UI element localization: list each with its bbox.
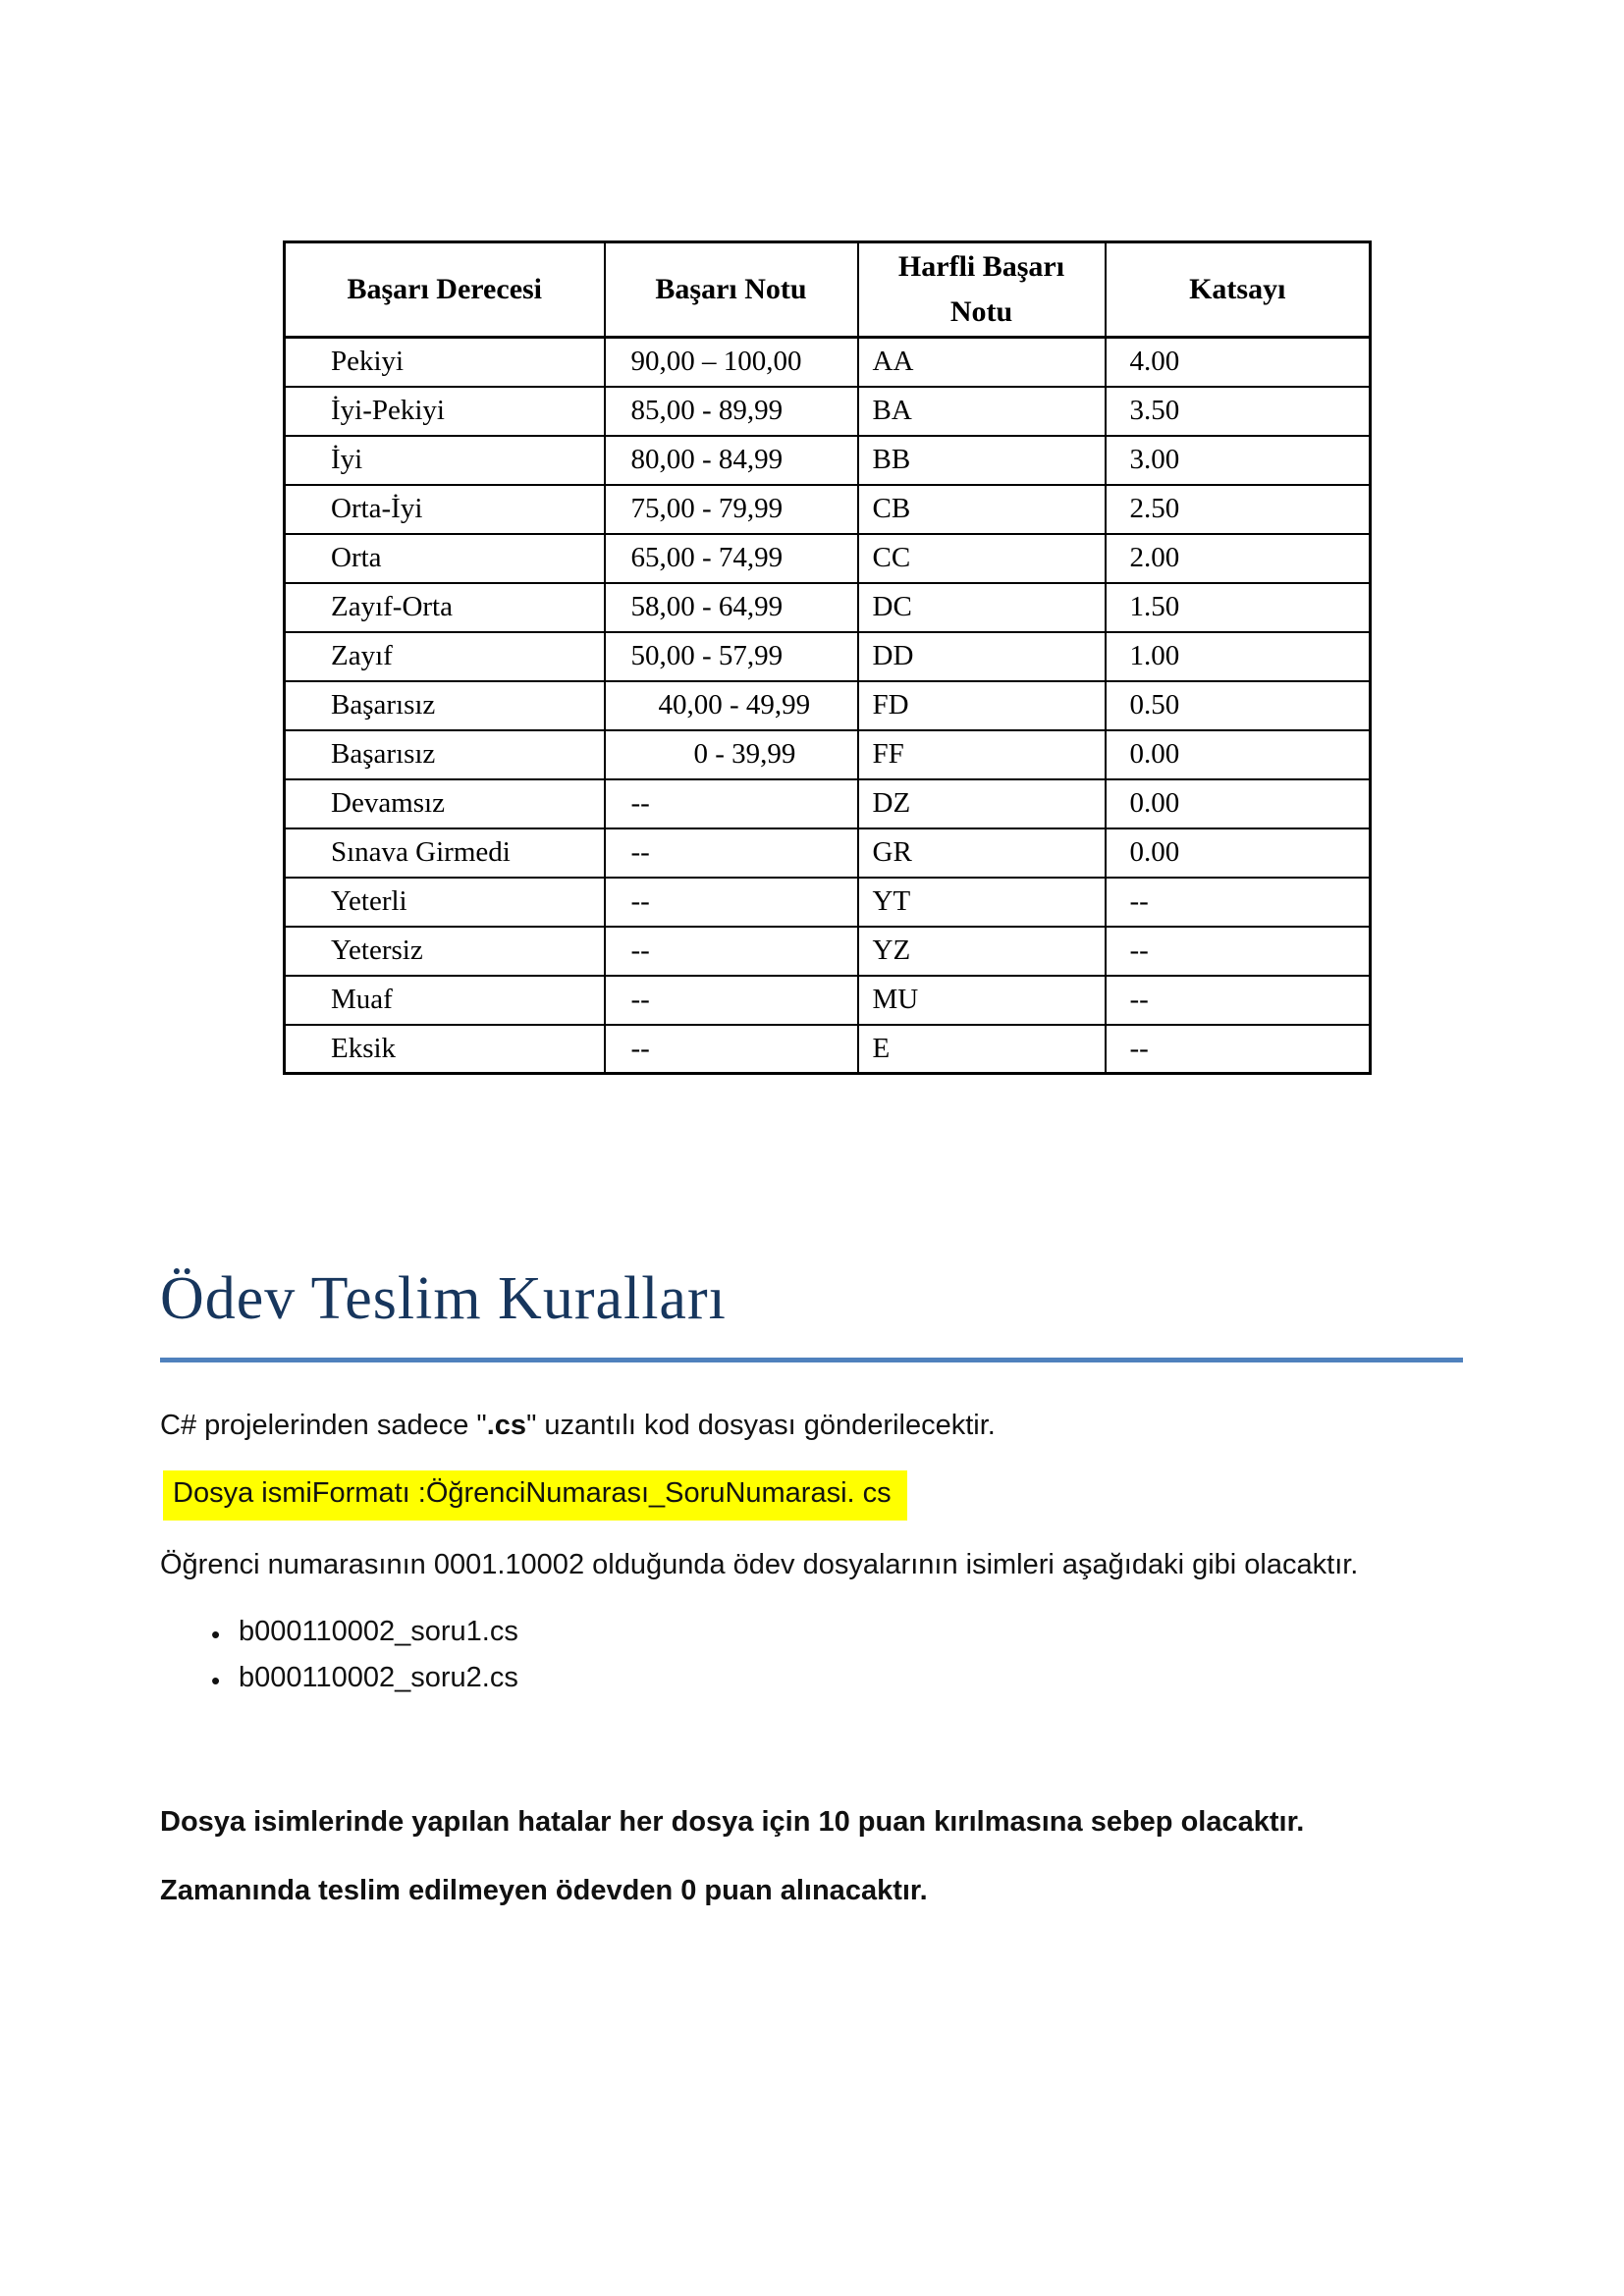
grade-cell: FD	[858, 681, 1106, 730]
grade-cell: Devamsız	[285, 779, 605, 828]
grade-cell: 40,00 - 49,99	[605, 681, 858, 730]
grade-cell: MU	[858, 976, 1106, 1025]
grade-cell: CC	[858, 534, 1106, 583]
grade-cell: 1.00	[1106, 632, 1371, 681]
grade-cell: Başarısız	[285, 681, 605, 730]
header-basari-notu: Başarı Notu	[605, 242, 858, 338]
grade-cell: 2.00	[1106, 534, 1371, 583]
grade-cell: DD	[858, 632, 1106, 681]
table-row	[285, 534, 1371, 583]
grade-cell: 2.50	[1106, 485, 1371, 534]
grade-table-header-row	[285, 242, 1371, 338]
grade-cell: --	[1106, 1025, 1371, 1074]
grade-cell: DZ	[858, 779, 1106, 828]
grade-cell: Muaf	[285, 976, 605, 1025]
table-row	[285, 976, 1371, 1025]
grade-cell: İyi-Pekiyi	[285, 387, 605, 436]
warning-late-submission: Zamanında teslim edilmeyen ödevden 0 puan alınacaktır.	[160, 1875, 928, 1906]
grade-cell: Pekiyi	[285, 338, 605, 387]
grade-cell: 75,00 - 79,99	[605, 485, 858, 534]
list-item	[211, 1616, 518, 1649]
header-katsayi: Katsayı	[1106, 242, 1371, 338]
grade-cell: --	[1106, 878, 1371, 927]
grade-cell: 90,00 – 100,00	[605, 338, 858, 387]
table-row	[285, 878, 1371, 927]
grade-cell: GR	[858, 828, 1106, 878]
table-row	[285, 730, 1371, 779]
grade-cell: 0 - 39,99	[605, 730, 858, 779]
grade-cell: --	[605, 1025, 858, 1074]
table-row	[285, 583, 1371, 632]
cs-rule-bold-extension: .cs	[486, 1410, 527, 1441]
grade-table-body	[285, 338, 1371, 1074]
grade-cell: 4.00	[1106, 338, 1371, 387]
table-row	[285, 1025, 1371, 1074]
table-row	[285, 927, 1371, 976]
grade-table	[283, 240, 1372, 1075]
file-example-list	[211, 1618, 518, 1710]
bullet-icon: •	[211, 1620, 221, 1649]
grade-cell: --	[605, 878, 858, 927]
warning-filename-errors: Dosya isimlerinde yapılan hatalar her dosya için 10 puan kırılmasına sebep olacaktır.	[160, 1806, 1305, 1838]
page-title: Ödev Teslim Kuralları	[160, 1264, 1463, 1362]
grade-cell: 80,00 - 84,99	[605, 436, 858, 485]
grade-cell: --	[605, 927, 858, 976]
grade-cell: 1.50	[1106, 583, 1371, 632]
table-row	[285, 779, 1371, 828]
grade-cell: 3.50	[1106, 387, 1371, 436]
grade-cell: FF	[858, 730, 1106, 779]
list-item	[211, 1662, 518, 1695]
paragraph-example-intro: Öğrenci numarasının 0001.10002 olduğunda ödev dosyalarının isimleri aşağıdaki gibi olacaktır.	[160, 1549, 1359, 1580]
grade-cell: Yetersiz	[285, 927, 605, 976]
table-row	[285, 485, 1371, 534]
grade-cell: 65,00 - 74,99	[605, 534, 858, 583]
grade-cell: 0.00	[1106, 730, 1371, 779]
table-row	[285, 681, 1371, 730]
table-row	[285, 828, 1371, 878]
grade-cell: CB	[858, 485, 1106, 534]
cs-rule-post: " uzantılı kod dosyası gönderilecektir.	[526, 1410, 996, 1441]
grade-cell: Orta-İyi	[285, 485, 605, 534]
grade-cell: 0.00	[1106, 779, 1371, 828]
table-row	[285, 338, 1371, 387]
grade-cell: YT	[858, 878, 1106, 927]
grade-cell: Sınava Girmedi	[285, 828, 605, 878]
bullet-icon: •	[211, 1666, 221, 1695]
table-row	[285, 387, 1371, 436]
header-harfli-basari-notu: Harfli Başarı Notu	[858, 242, 1106, 338]
paragraph-filename-format	[163, 1470, 907, 1521]
grade-cell: --	[605, 828, 858, 878]
grade-cell: 3.00	[1106, 436, 1371, 485]
grade-cell: 0.00	[1106, 828, 1371, 878]
grade-cell: Zayıf-Orta	[285, 583, 605, 632]
grade-cell: --	[605, 976, 858, 1025]
grade-cell: İyi	[285, 436, 605, 485]
grade-cell: --	[1106, 927, 1371, 976]
table-row	[285, 436, 1371, 485]
grade-cell: --	[1106, 976, 1371, 1025]
grade-cell: 58,00 - 64,99	[605, 583, 858, 632]
filename-format-highlight: Dosya ismiFormatı :ÖğrenciNumarası_SoruNumarasi. cs	[163, 1470, 907, 1521]
grade-cell: --	[605, 779, 858, 828]
paragraph-cs-rule	[160, 1410, 996, 1442]
grade-cell: Zayıf	[285, 632, 605, 681]
grade-cell: Eksik	[285, 1025, 605, 1074]
file-example-2: b000110002_soru2.cs	[239, 1662, 518, 1693]
grade-cell: 0.50	[1106, 681, 1371, 730]
grade-cell: AA	[858, 338, 1106, 387]
grade-cell: Başarısız	[285, 730, 605, 779]
grade-cell: BB	[858, 436, 1106, 485]
file-example-1: b000110002_soru1.cs	[239, 1616, 518, 1647]
grade-cell: BA	[858, 387, 1106, 436]
grade-cell: E	[858, 1025, 1106, 1074]
cs-rule-pre: C# projelerinden sadece "	[160, 1410, 487, 1441]
grade-cell: YZ	[858, 927, 1106, 976]
table-row	[285, 632, 1371, 681]
grade-cell: Yeterli	[285, 878, 605, 927]
header-basari-derecesi: Başarı Derecesi	[285, 242, 605, 338]
grade-cell: 85,00 - 89,99	[605, 387, 858, 436]
grade-cell: 50,00 - 57,99	[605, 632, 858, 681]
grade-table-container	[283, 240, 1372, 1075]
grade-cell: DC	[858, 583, 1106, 632]
grade-cell: Orta	[285, 534, 605, 583]
